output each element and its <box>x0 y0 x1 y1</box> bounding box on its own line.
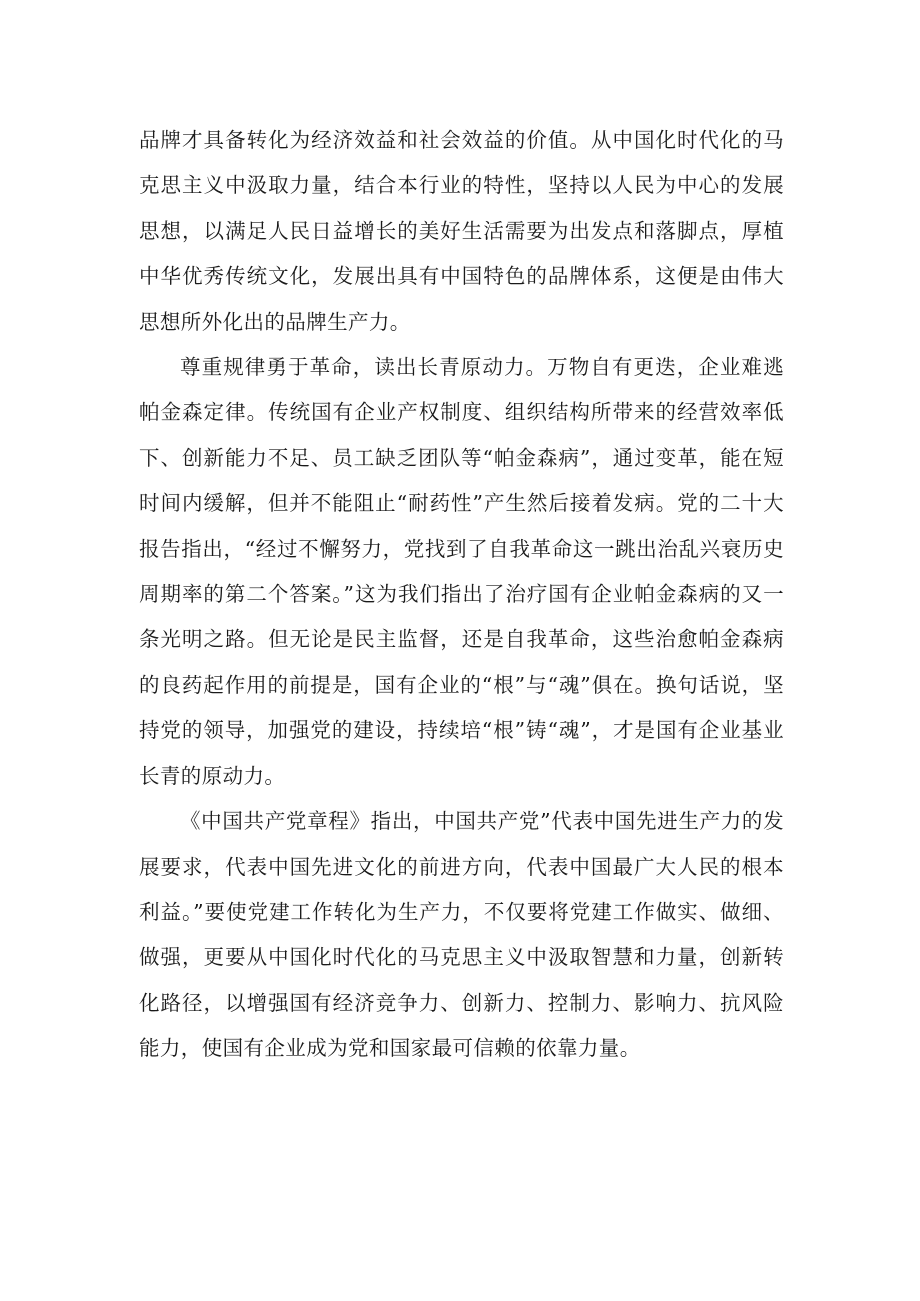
document-body <box>139 118 784 1072</box>
paragraph-1: 品牌才具备转化为经济效益和社会效益的价值。从中国化时代化的马克思主义中汲取力量，结合本行业的特性，坚持以人民为中心的发展思想，以满足人民日益增长的美好生活需要为出发点和落脚点，厚植中华优秀传统文化，发展出具有中国特色的品牌体系，这便是由伟大思想所外化出的品牌生产力。 <box>139 128 784 334</box>
paragraph-3: 《中国共产党章程》指出，中国共产党”代表中国先进生产力的发展要求，代表中国先进文化的前进方向，代表中国最广大人民的根本利益。”要使党建工作转化为生产力，不仅要将党建工作做实、做细、做强，更要从中国化时代化的马克思主义中汲取智慧和力量，创新转化路径，以增强国有经济竞争力、创新力、控制力、影响力、抗风险能力，使国有企业成为党和国家最可信赖的依靠力量。 <box>139 809 784 1061</box>
paragraph-2: 尊重规律勇于革命，读出长青原动力。万物自有更迭，企业难逃帕金森定律。传统国有企业产权制度、组织结构所带来的经营效率低下、创新能力不足、员工缺乏团队等“帕金森病”，通过变革，能在短时间内缓解，但并不能阻止“耐药性”产生然后接着发病。党的二十大报告指出，“经过不懈努力，党找到了自我革命这一跳出治乱兴衰历史周期率的第二个答案。”这为我们指出了治疗国有企业帕金森病的又一条光明之路。但无论是民主监督，还是自我革命，这些治愈帕金森病的良药起作用的前提是，国有企业的“根”与“魂”俱在。换句话说，坚持党的领导，加强党的建设，持续培“根”铸“魂”，才是国有企业基业长青的原动力。 <box>139 355 784 788</box>
